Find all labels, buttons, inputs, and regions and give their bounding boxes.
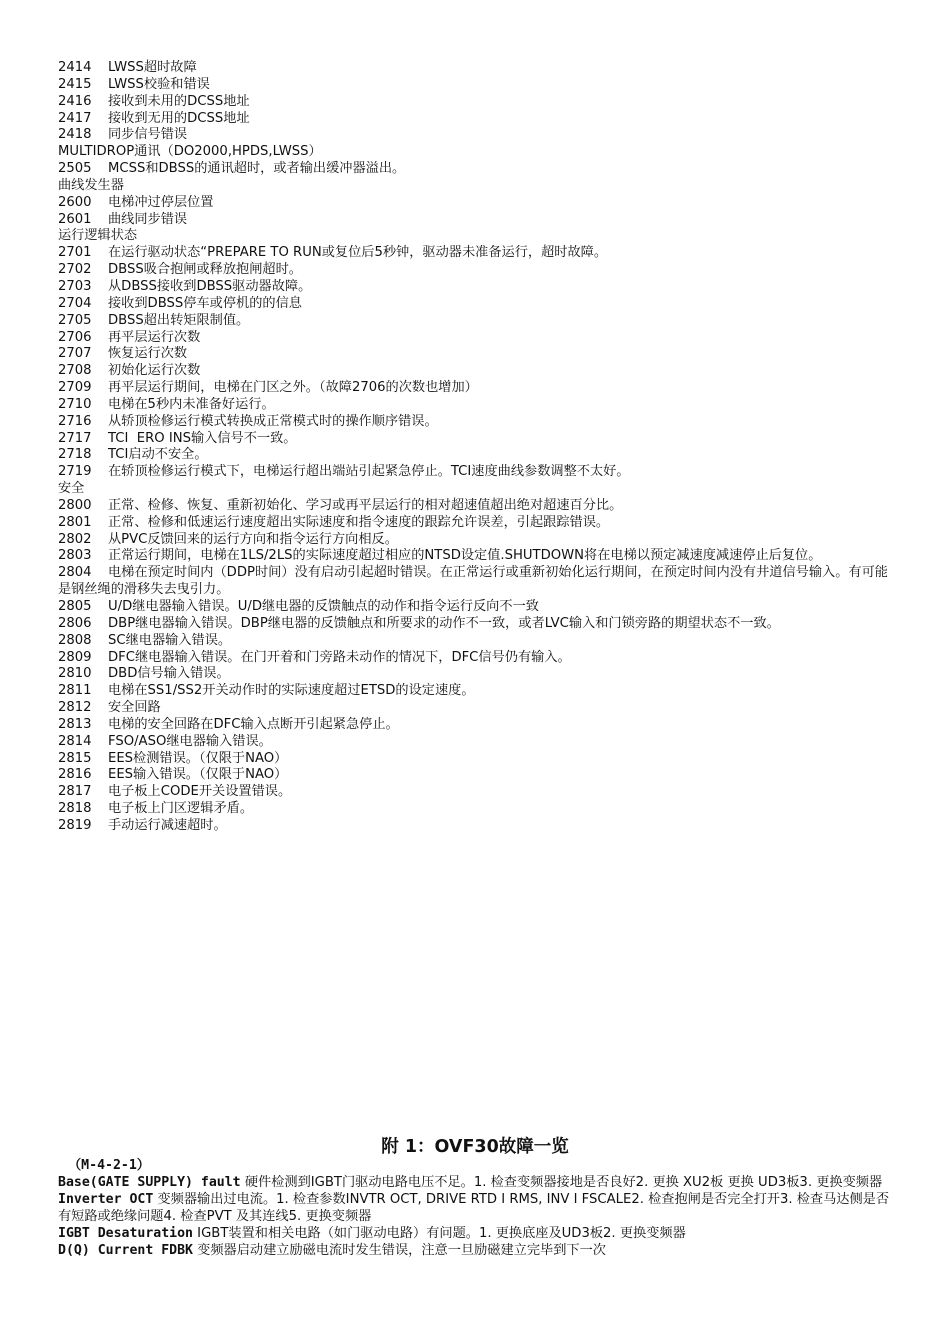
fault-line [58,498,894,515]
fault-line [58,532,894,549]
fault-code: 2705 [58,312,92,328]
fault-description: 接收到无用的DCSS地址 [108,110,250,126]
fault-description: 接收到DBSS停车或停机的的信息 [108,295,302,311]
fault-description: 硬件检测到IGBT门驱动电路电压不足。1. 检查变频器接地是否良好2. 更换 XU2板 更换 UD3板3. 更换变频器 [240,1174,883,1190]
fault-line [58,77,894,94]
fault-code: 2813 [58,716,92,732]
fault-line [58,346,894,363]
fault-code: 2812 [58,700,92,716]
fault-description: 再平层运行期间，电梯在门区之外。（故障2706的次数也增加） [108,380,478,396]
fault-description: 正常、检修、恢复、重新初始化、学习或再平层运行的相对超速值超出绝对超速百分比。 [108,497,623,513]
fault-code: 2817 [58,784,92,800]
appendix-title: 附 1：OVF30故障一览 [381,1137,569,1157]
fault-code: 2701 [58,245,92,261]
fault-code: 2416 [58,93,92,109]
fault-code: 2811 [58,683,92,699]
fault-code: 2816 [58,767,92,783]
fault-line [58,801,894,818]
fault-code: 2716 [58,413,92,429]
section-title: MULTIDROP通讯（DO2000,HPDS,LWSS） [58,144,322,160]
fault-code: 2806 [58,615,92,631]
fault-code: 2819 [58,817,92,833]
fault-line [58,767,894,784]
fault-description: 同步信号错误 [108,127,188,143]
fault-code: 2707 [58,346,92,362]
fault-line [58,60,894,77]
fault-code: 2804 [58,565,92,581]
fault-description: DBSS吸合抱闸或释放抱闸超时。 [108,262,302,278]
fault-line [58,195,894,212]
fault-line [58,245,894,262]
fault-description: 电子板上门区逻辑矛盾。 [108,801,254,817]
fault-line [58,296,894,313]
fault-description: 正常运行期间，电梯在1LS/2LS的实际速度超过相应的NTSD设定值.SHUTDOWN将在电梯以预定减速度减速停止后复位。 [108,548,822,564]
fault-line [58,818,894,835]
fault-code: 2803 [58,548,92,564]
fault-code: 2718 [58,447,92,463]
appendix-entry [58,1192,898,1226]
fault-name: Inverter OCT [58,1191,154,1207]
fault-description: TCI ERO INS输入信号不一致。 [108,430,297,446]
fault-description: 变频器启动建立励磁电流时发生错误，注意一旦励磁建立完毕到下一次 [192,1242,606,1258]
fault-line [58,447,894,464]
fault-description: 手动运行减速超时。 [108,817,227,833]
fault-description: 接收到未用的DCSS地址 [108,93,250,109]
fault-code: 2418 [58,127,92,143]
fault-code: 2706 [58,329,92,345]
fault-code: 2708 [58,363,92,379]
fault-description: EES检测错误。（仅限于NAO） [108,750,288,766]
fault-code: 2710 [58,396,92,412]
fault-line [58,650,894,667]
fault-code: 2600 [58,194,92,210]
fault-line [58,734,894,751]
section-heading [58,228,894,245]
fault-line [58,751,894,768]
appendix-entry [58,1226,898,1243]
fault-line [58,127,894,144]
fault-line [58,700,894,717]
fault-description: 从轿顶检修运行模式转换成正常模式时的操作顺序错误。 [108,413,438,429]
fault-line [58,431,894,448]
fault-name: IGBT Desaturation [58,1225,193,1241]
fault-description: EES输入错误。（仅限于NAO） [108,767,288,783]
fault-code: 2800 [58,497,92,513]
fault-description: TCI启动不安全。 [108,447,208,463]
fault-description: 曲线同步错误 [108,211,188,227]
fault-line [58,717,894,734]
fault-description: 电梯冲过停层位置 [108,194,214,210]
fault-code: 2415 [58,76,92,92]
section-title: 曲线发生器 [58,177,124,193]
fault-description: 电梯在预定时间内（DDP时间）没有启动引起超时错误。在正常运行或重新初始化运行期间，在预定时间内没有井道信号输入。有可能是钢丝绳的滑移失去曳引力。 [58,565,888,598]
section-title: 安全 [58,481,85,497]
fault-line [58,616,894,633]
fault-description: MCSS和DBSS的通讯超时，或者输出缓冲器溢出。 [108,161,406,177]
fault-line [58,363,894,380]
fault-line [58,784,894,801]
fault-line [58,397,894,414]
fault-code: 2703 [58,278,92,294]
appendix-entries [58,1175,898,1260]
fault-description: 再平层运行次数 [108,329,201,345]
fault-description: SC继电器输入错误。 [108,632,232,648]
fault-description: 电梯在5秒内未准备好运行。 [108,396,275,412]
fault-code: 2601 [58,211,92,227]
fault-line [58,212,894,229]
fault-description: DBP继电器输入错误。DBP继电器的反馈触点和所要求的动作不一致，或者LVC输入和门锁旁路的期望状态不一致。 [108,615,780,631]
fault-line [58,666,894,683]
fault-code: 2719 [58,464,92,480]
fault-code: 2417 [58,110,92,126]
fault-description: 恢复运行次数 [108,346,188,362]
fault-description: 在轿顶检修运行模式下，电梯运行超出端站引起紧急停止。TCI速度曲线参数调整不太好。 [108,464,630,480]
fault-description: 正常、检修和低速运行速度超出实际速度和指令速度的跟踪允许误差，引起跟踪错误。 [108,514,610,530]
fault-line [58,313,894,330]
fault-code: 2810 [58,666,92,682]
fault-description: 电梯在SS1/SS2开关动作时的实际速度超过ETSD的设定速度。 [108,683,475,699]
fault-code: 2809 [58,649,92,665]
fault-code: 2814 [58,733,92,749]
fault-line [58,464,894,481]
section-heading [58,144,894,161]
section-heading [58,178,894,195]
fault-code: 2505 [58,161,92,177]
fault-line [58,565,894,599]
fault-code: 2709 [58,380,92,396]
fault-description: 在运行驱动状态“PREPARE TO RUN或复位后5秒钟，驱动器未准备运行，超时故障。 [108,245,608,261]
section-heading [58,481,894,498]
fault-code: 2808 [58,632,92,648]
fault-description: LWSS超时故障 [108,60,197,75]
fault-line [58,683,894,700]
fault-code: 2717 [58,430,92,446]
fault-description: 变频器输出过电流。1. 检查参数INVTR OCT, DRIVE RTD I RMS, INV I FSCALE2. 检查抱闸是否完全打开3. 检查马达侧是否有短路或绝缘问题4. 检查PVT 及其连线5. 更换变频器 [58,1191,890,1224]
fault-description: 安全回路 [108,700,161,716]
fault-code: 2818 [58,801,92,817]
appendix-entry [58,1175,898,1192]
appendix-section [58,1158,898,1259]
fault-description: U/D继电器输入错误。U/D继电器的反馈触点的动作和指令运行反向不一致 [108,599,539,614]
fault-line [58,548,894,565]
fault-line [58,633,894,650]
fault-description: 从DBSS接收到DBSS驱动器故障。 [108,278,312,294]
fault-description: 从PVC反馈回来的运行方向和指令运行方向相反。 [108,531,398,547]
fault-code: 2702 [58,262,92,278]
fault-code-list [58,60,894,835]
section-title: 运行逻辑状态 [58,228,138,244]
fault-code: 2815 [58,750,92,766]
fault-line [58,161,894,178]
fault-name: Base(GATE SUPPLY) fault [58,1174,241,1190]
fault-code: 2414 [58,60,92,75]
fault-description: DFC继电器输入错误。在门开着和门旁路未动作的情况下，DFC信号仍有输入。 [108,649,571,665]
fault-line [58,414,894,431]
appendix-subcode: （M-4-2-1） [68,1158,150,1173]
fault-description: LWSS校验和错误 [108,76,210,92]
appendix-entry [58,1243,898,1260]
fault-name: D(Q) Current FDBK [58,1242,193,1258]
fault-line [58,279,894,296]
fault-description: FSO/ASO继电器输入错误。 [108,733,272,749]
fault-description: DBSS超出转矩限制值。 [108,312,250,328]
fault-description: IGBT装置和相关电路（如门驱动电路）有问题。1. 更换底座及UD3板2. 更换变频器 [192,1225,686,1241]
fault-line [58,111,894,128]
fault-description: 初始化运行次数 [108,363,201,379]
fault-description: DBD信号输入错误。 [108,666,230,682]
fault-line [58,380,894,397]
fault-line [58,94,894,111]
fault-line [58,515,894,532]
fault-line [58,599,894,616]
fault-code: 2704 [58,295,92,311]
fault-description: 电梯的安全回路在DFC输入点断开引起紧急停止。 [108,716,399,732]
fault-code: 2805 [58,599,92,614]
fault-description: 电子板上CODE开关设置错误。 [108,784,292,800]
fault-code: 2801 [58,514,92,530]
fault-line [58,262,894,279]
fault-line [58,330,894,347]
fault-code: 2802 [58,531,92,547]
